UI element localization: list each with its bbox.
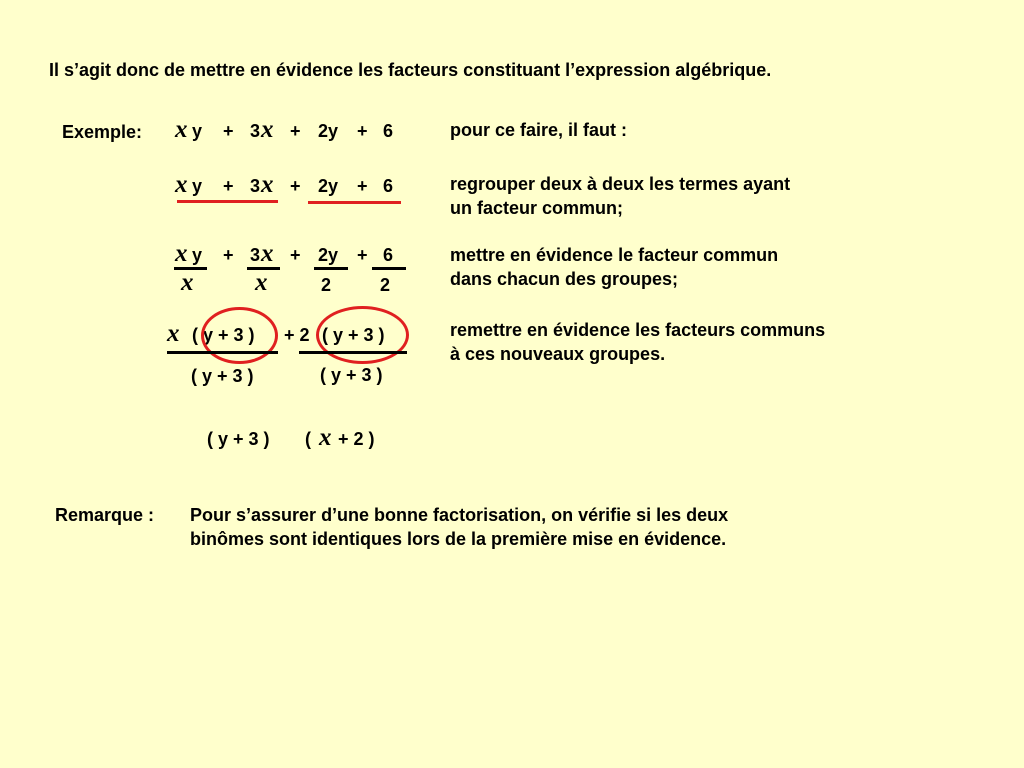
var-x: x — [261, 240, 274, 267]
fraction-bar — [314, 267, 348, 270]
coef-3: 3 — [250, 245, 261, 265]
final-binomial-left: ( y + 3 ) — [207, 429, 270, 449]
fraction-bar — [299, 351, 407, 354]
plus-sign: + — [223, 176, 234, 196]
plus-sign: + — [357, 176, 368, 196]
var-x: x — [167, 320, 180, 347]
binomial-left: ( y + 3 ) — [192, 325, 255, 345]
term-y: y — [192, 121, 203, 141]
plus-sign: + — [290, 121, 301, 141]
term-2y: 2y — [318, 245, 339, 265]
var-x: x — [261, 116, 274, 143]
step-1-line-2: un facteur commun; — [450, 198, 624, 218]
denominator-binomial: ( y + 3 ) — [320, 365, 383, 385]
plus-two: + 2 — [284, 325, 310, 345]
var-x: x — [175, 240, 188, 267]
fraction-bar — [372, 267, 406, 270]
var-x: x — [175, 116, 188, 143]
var-x: x — [261, 171, 274, 198]
var-x: x — [175, 171, 188, 198]
coef-3: 3 — [250, 176, 261, 196]
term-2y: 2y — [318, 121, 339, 141]
denominator-x: x — [255, 269, 268, 296]
remark-line-1: Pour s’assurer d’une bonne factorisation, on vérifie si les deux — [190, 505, 729, 525]
final-binomial-right-rest: + 2 ) — [338, 429, 375, 449]
remark-label: Remarque : — [55, 505, 155, 525]
var-x: x — [319, 424, 332, 451]
term-y: y — [192, 176, 203, 196]
step-2-line-2: dans chacun des groupes; — [450, 269, 679, 289]
example-label: Exemple: — [62, 122, 143, 142]
intro-text: Il s’agit donc de mettre en évidence les facteurs constituant l’expression algébrique. — [49, 60, 772, 80]
denominator-x: x — [181, 269, 194, 296]
remark-line-2: binômes sont identiques lors de la première mise en évidence. — [190, 529, 727, 549]
step-3-line-1: remettre en évidence les facteurs communs — [450, 320, 826, 340]
red-circle-left — [201, 307, 278, 364]
plus-sign: + — [290, 245, 301, 265]
red-underline-group-1 — [177, 200, 278, 203]
step-1-line-1: regrouper deux à deux les termes ayant — [450, 174, 791, 194]
plus-sign: + — [357, 121, 368, 141]
fraction-bar — [167, 351, 278, 354]
final-paren-open: ( — [305, 429, 311, 449]
term-6: 6 — [383, 176, 394, 196]
binomial-right: ( y + 3 ) — [322, 325, 385, 345]
denominator-2: 2 — [321, 275, 332, 295]
term-6: 6 — [383, 121, 394, 141]
plus-sign: + — [290, 176, 301, 196]
step-0-text: pour ce faire, il faut : — [450, 120, 628, 140]
plus-sign: + — [223, 121, 234, 141]
term-6: 6 — [383, 245, 394, 265]
step-3-line-2: à ces nouveaux groupes. — [450, 344, 666, 364]
term-y: y — [192, 245, 203, 265]
term-2y: 2y — [318, 176, 339, 196]
denominator-2: 2 — [380, 275, 391, 295]
denominator-binomial: ( y + 3 ) — [191, 366, 254, 386]
plus-sign: + — [357, 245, 368, 265]
step-2-line-1: mettre en évidence le facteur commun — [450, 245, 779, 265]
coef-3: 3 — [250, 121, 261, 141]
red-underline-group-2 — [308, 201, 401, 204]
plus-sign: + — [223, 245, 234, 265]
red-circle-right — [316, 306, 409, 364]
